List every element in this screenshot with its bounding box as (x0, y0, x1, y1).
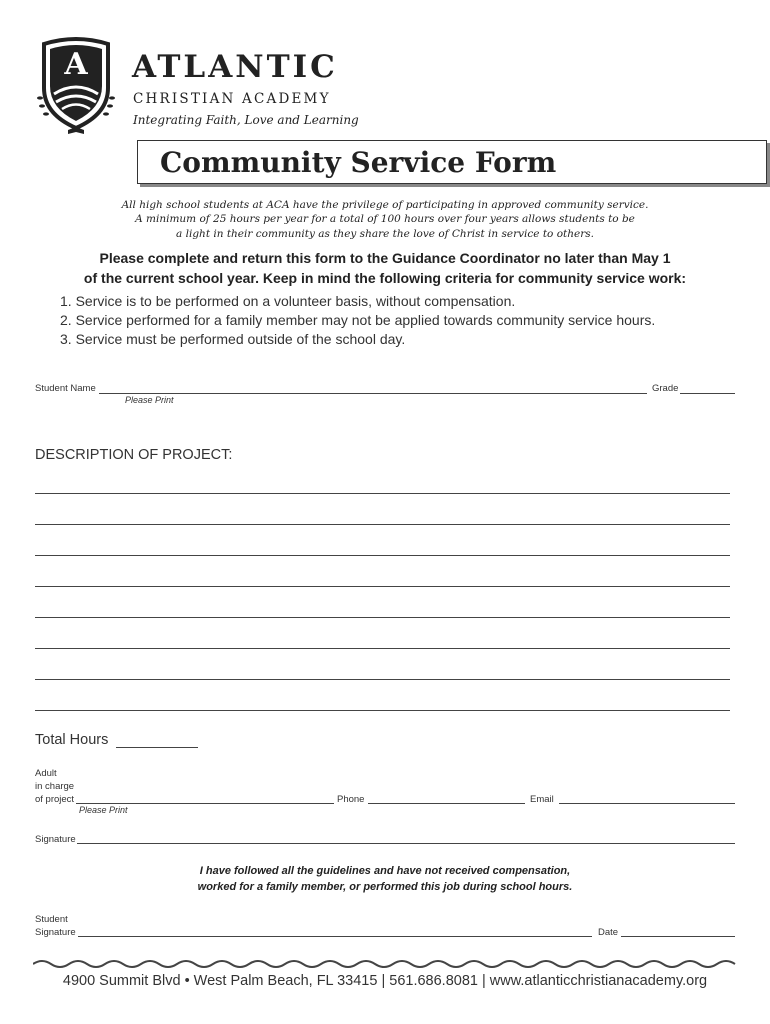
student-signature-field[interactable] (78, 936, 592, 937)
please-print-hint: Please Print (79, 805, 128, 815)
student-signature-label: Student (35, 914, 68, 925)
intro-line: a light in their community as they share the love of Christ in service to others. (176, 228, 594, 240)
criteria-item: 3. Service must be performed outside of the school day. (60, 331, 406, 347)
adult-label: of project (35, 794, 75, 805)
declaration-line: I have followed all the guidelines and have not received compensation, (199, 865, 571, 877)
grade-field[interactable] (680, 393, 735, 394)
description-line[interactable] (35, 524, 730, 525)
description-label: DESCRIPTION OF PROJECT: (35, 447, 233, 463)
student-name-label: Student Name (35, 383, 96, 394)
email-label: Email (530, 794, 554, 805)
school-tagline: Integrating Faith, Love and Learning (133, 113, 359, 127)
signature-label: Signature (35, 834, 76, 845)
form-title: Community Service Form (160, 146, 557, 179)
phone-label: Phone (337, 794, 365, 805)
adult-name-field[interactable] (76, 803, 334, 804)
adult-label: Adult (35, 768, 57, 779)
instruction-line: of the current school year. Keep in mind the following criteria for community service work: (83, 270, 687, 286)
description-line[interactable] (35, 555, 730, 556)
intro-line: A minimum of 25 hours per year for a total of 100 hours over four years allows students to be (135, 213, 635, 225)
description-line[interactable] (35, 493, 730, 494)
phone-field[interactable] (368, 803, 525, 804)
date-field[interactable] (621, 936, 735, 937)
please-print-hint: Please Print (125, 395, 174, 405)
instruction-line: Please complete and return this form to the Guidance Coordinator no later than May 1 (99, 250, 671, 266)
description-line[interactable] (35, 679, 730, 680)
description-line[interactable] (35, 710, 730, 711)
date-label: Date (598, 927, 619, 938)
description-line[interactable] (35, 648, 730, 649)
crest-letter: A (64, 47, 88, 82)
intro-line: All high school students at ACA have the privilege of participating in approved community service. (121, 199, 649, 211)
declaration-line: worked for a family member, or performed this job during school hours. (197, 881, 573, 893)
student-name-field[interactable] (99, 393, 647, 394)
adult-label: in charge (35, 781, 75, 792)
total-hours-field[interactable] (116, 747, 198, 748)
description-line[interactable] (35, 617, 730, 618)
total-hours-label: Total Hours (35, 732, 109, 748)
criteria-item: 2. Service performed for a family member may not be applied towards community service hours. (60, 312, 656, 328)
school-crest-logo (36, 36, 116, 136)
description-line[interactable] (35, 586, 730, 587)
footer-address: 4900 Summit Blvd • West Palm Beach, FL 33415 | 561.686.8081 | www.atlanticchristianacademy.org (62, 973, 708, 989)
criteria-item: 1. Service is to be performed on a volunteer basis, without compensation. (60, 293, 516, 309)
email-field[interactable] (559, 803, 735, 804)
school-subtitle: CHRISTIAN ACADEMY (133, 91, 331, 107)
student-signature-label: Signature (35, 927, 76, 938)
grade-label: Grade (652, 383, 679, 394)
wavy-divider (33, 958, 736, 970)
school-name: ATLANTIC (132, 49, 338, 85)
adult-signature-field[interactable] (77, 843, 735, 844)
